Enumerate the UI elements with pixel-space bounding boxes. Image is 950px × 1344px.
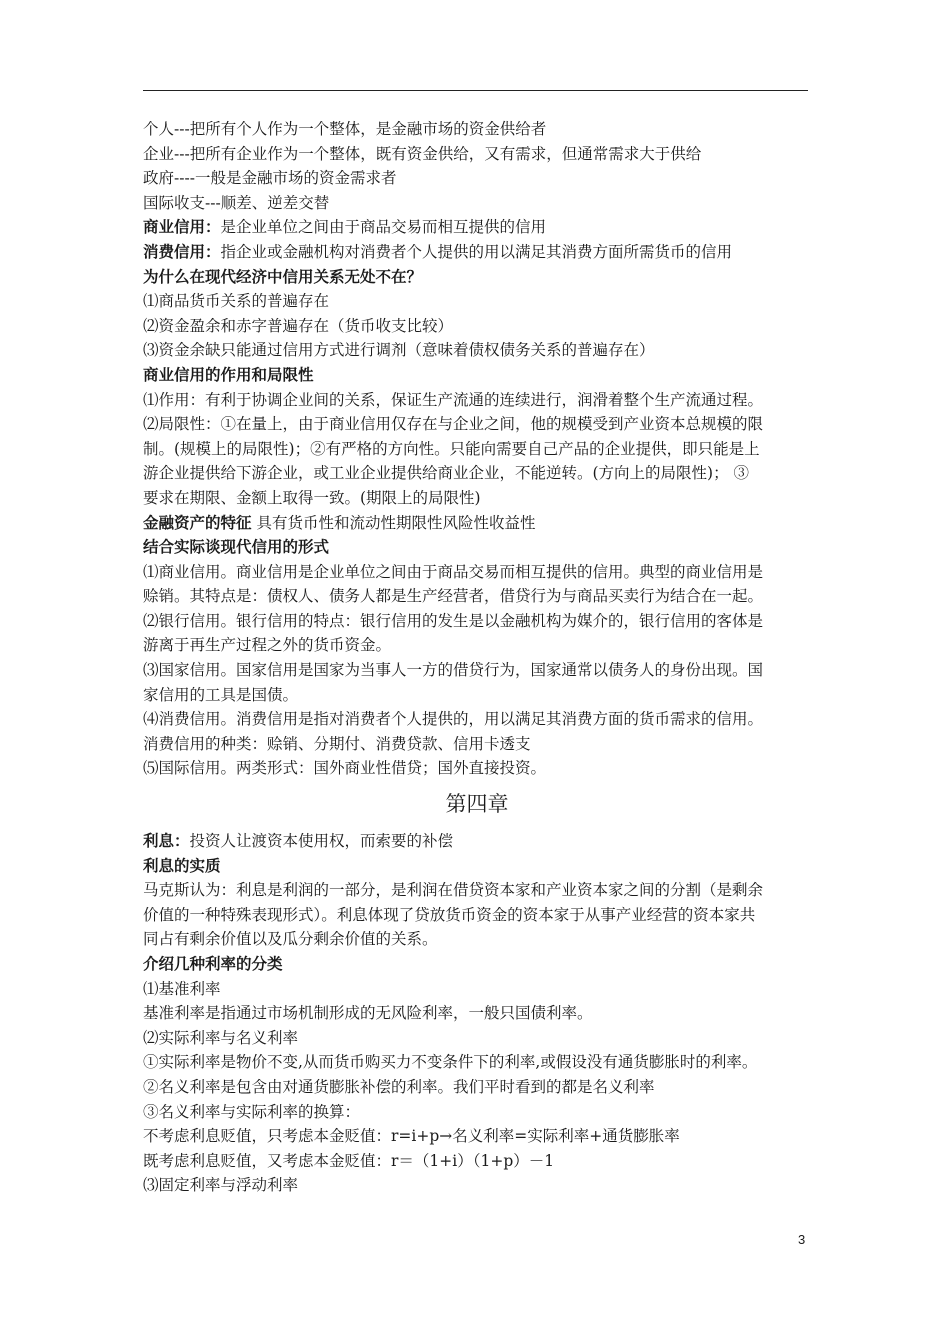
text-line bbox=[143, 486, 811, 511]
text-line bbox=[143, 658, 811, 683]
line-text: 消费信用的种类：赊销、分期付、消费贷款、信用卡透支 bbox=[143, 734, 531, 753]
text-line bbox=[143, 829, 811, 854]
line-text: 制。(规模上的局限性)；②有严格的方向性。只能向需要自己产品的企业提供，即只能是上 bbox=[143, 439, 760, 458]
line-text: ⑴作用：有利于协调企业间的关系，保证生产流通的连续进行，润滑着整个生产流通过程。 bbox=[143, 390, 764, 409]
line-text: ⑵实际利率与名义利率 bbox=[143, 1028, 299, 1047]
bold-term: 消费信用： bbox=[143, 241, 221, 261]
line-text: ⑶资金余缺只能通过信用方式进行调剂（意味着债权债务关系的普遍存在） bbox=[143, 341, 655, 360]
line-text: 基准利率是指通过市场机制形成的无风险利率，一般只国债利率。 bbox=[143, 1004, 593, 1023]
line-text: 马克斯认为：利息是利润的一部分，是利润在借贷资本家和产业资本家之间的分割（是剩余 bbox=[143, 881, 764, 900]
line-text: 既考虑利息贬值，又考虑本金贬值：r＝（1+i）（1+p）－1 bbox=[143, 1151, 555, 1170]
line-text: ③名义利率与实际利率的换算： bbox=[143, 1102, 361, 1121]
section-heading bbox=[143, 363, 811, 388]
line-text: 游离于再生产过程之外的货币资金。 bbox=[143, 636, 392, 655]
text-line bbox=[143, 977, 811, 1002]
text-line bbox=[143, 878, 811, 903]
text-line bbox=[143, 412, 811, 437]
line-text: ⑶固定利率与浮动利率 bbox=[143, 1176, 299, 1195]
text-line bbox=[143, 1001, 811, 1026]
text-line bbox=[143, 117, 811, 142]
line-text: 不考虑利息贬值，只考虑本金贬值：r=i+p→名义利率=实际利率+通货膨胀率 bbox=[143, 1127, 680, 1146]
line-text: 企业---把所有企业作为一个整体，既有资金供给，又有需求，但通常需求大于供给 bbox=[143, 144, 702, 163]
text-line bbox=[143, 707, 811, 732]
line-text: 家信用的工具是国债。 bbox=[143, 685, 299, 704]
line-text: 具有货币性和流动性期限性风险性收益性 bbox=[251, 513, 536, 532]
line-text: ②名义利率是包含由对通货膨胀补偿的利率。我们平时看到的都是名义利率 bbox=[143, 1077, 655, 1096]
text-line bbox=[143, 388, 811, 413]
section-heading bbox=[143, 535, 811, 560]
page-number: 3 bbox=[798, 1232, 806, 1247]
line-text: ⑸国际信用。两类形式：国外商业性借贷；国外直接投资。 bbox=[143, 759, 547, 778]
line-text: ⑵资金盈余和赤字普遍存在（货币收支比较） bbox=[143, 316, 454, 335]
line-text: 赊销。其特点是：债权人、债务人都是生产经营者，借贷行为与商品买卖行为结合在一起。 bbox=[143, 587, 764, 606]
text-line bbox=[143, 166, 811, 191]
line-text: 价值的一种特殊表现形式）。利息体现了贷放货币资金的资本家于从事产业经营的资本家共 bbox=[143, 905, 756, 924]
text-line bbox=[143, 1149, 811, 1174]
text-line bbox=[143, 240, 811, 265]
line-text: ⑴商品货币关系的普遍存在 bbox=[143, 292, 330, 311]
chapter-heading: 第四章 bbox=[445, 792, 509, 817]
text-line bbox=[143, 927, 811, 952]
bold-term: 商业信用的作用和局限性 bbox=[143, 364, 314, 384]
text-line bbox=[143, 338, 811, 363]
line-text: 是企业单位之间由于商品交易而相互提供的信用 bbox=[220, 218, 547, 237]
line-text: ⑵银行信用。银行信用的特点：银行信用的发生是以金融机构为媒介的，银行信用的客体是 bbox=[143, 611, 764, 630]
line-text: 指企业或金融机构对消费者个人提供的用以满足其消费方面所需货币的信用 bbox=[220, 242, 733, 261]
line-text: 个人---把所有个人作为一个整体，是金融市场的资金供给者 bbox=[143, 120, 547, 138]
text-line bbox=[143, 1173, 811, 1198]
section-heading bbox=[143, 854, 811, 879]
section-heading bbox=[143, 952, 811, 977]
line-text: ⑷消费信用。消费信用是指对消费者个人提供的，用以满足其消费方面的货币需求的信用。 bbox=[143, 710, 764, 729]
text-line bbox=[143, 1026, 811, 1051]
text-line bbox=[143, 683, 811, 708]
bold-term: 利息： bbox=[143, 831, 190, 851]
bold-term: 利息的实质 bbox=[143, 855, 221, 875]
text-line bbox=[143, 461, 811, 486]
line-text: ⑶国家信用。国家信用是国家为当事人一方的借贷行为，国家通常以债务人的身份出现。国 bbox=[143, 661, 764, 680]
text-line bbox=[143, 1124, 811, 1149]
bold-term: 商业信用： bbox=[143, 217, 221, 237]
text-line bbox=[143, 314, 811, 339]
text-line bbox=[143, 142, 811, 167]
bold-term: 介绍几种利率的分类 bbox=[143, 954, 283, 973]
text-line bbox=[143, 756, 811, 781]
text-line bbox=[143, 1050, 811, 1075]
line-text: ⑴基准利率 bbox=[143, 979, 221, 998]
line-text: ①实际利率是物价不变,从而货币购买力不变条件下的利率,或假设没有通货膨胀时的利率。 bbox=[143, 1053, 758, 1072]
text-line bbox=[143, 511, 811, 536]
line-text: 政府----一般是金融市场的资金需求者 bbox=[143, 169, 397, 188]
line-text: 要求在期限、金额上取得一致。(期限上的局限性) bbox=[143, 488, 481, 507]
line-text: ⑵局限性：①在量上，由于商业信用仅存在与企业之间，他的规模受到产业资本总规模的限 bbox=[143, 415, 764, 434]
bold-term: 为什么在现代经济中信用关系无处不在？ bbox=[143, 266, 423, 286]
text-line bbox=[143, 584, 811, 609]
text-line bbox=[143, 560, 811, 585]
text-line bbox=[143, 903, 811, 928]
text-line bbox=[143, 215, 811, 240]
text-line bbox=[143, 609, 811, 634]
bold-term: 结合实际谈现代信用的形式 bbox=[143, 537, 330, 557]
text-line bbox=[143, 191, 811, 216]
text-line bbox=[143, 1100, 811, 1125]
text-line bbox=[143, 289, 811, 314]
header-rule bbox=[143, 90, 808, 91]
section-heading bbox=[143, 265, 811, 290]
line-text: 国际收支---顺差、逆差交替 bbox=[143, 193, 330, 212]
line-text: 同占有剩余价值以及瓜分剩余价值的关系。 bbox=[143, 930, 438, 949]
text-line bbox=[143, 633, 811, 658]
line-text: ⑴商业信用。商业信用是企业单位之间由于商品交易而相互提供的信用。典型的商业信用是 bbox=[143, 562, 764, 581]
line-text: 游企业提供给下游企业，或工业企业提供给商业企业，不能逆转。(方向上的局限性)； ③ bbox=[143, 464, 750, 483]
text-line bbox=[143, 732, 811, 757]
document-body bbox=[143, 117, 811, 1198]
text-line bbox=[143, 1075, 811, 1100]
line-text: 投资人让渡资本使用权，而索要的补偿 bbox=[189, 832, 454, 851]
text-line bbox=[143, 437, 811, 462]
bold-term: 金融资产的特征 bbox=[143, 512, 252, 532]
